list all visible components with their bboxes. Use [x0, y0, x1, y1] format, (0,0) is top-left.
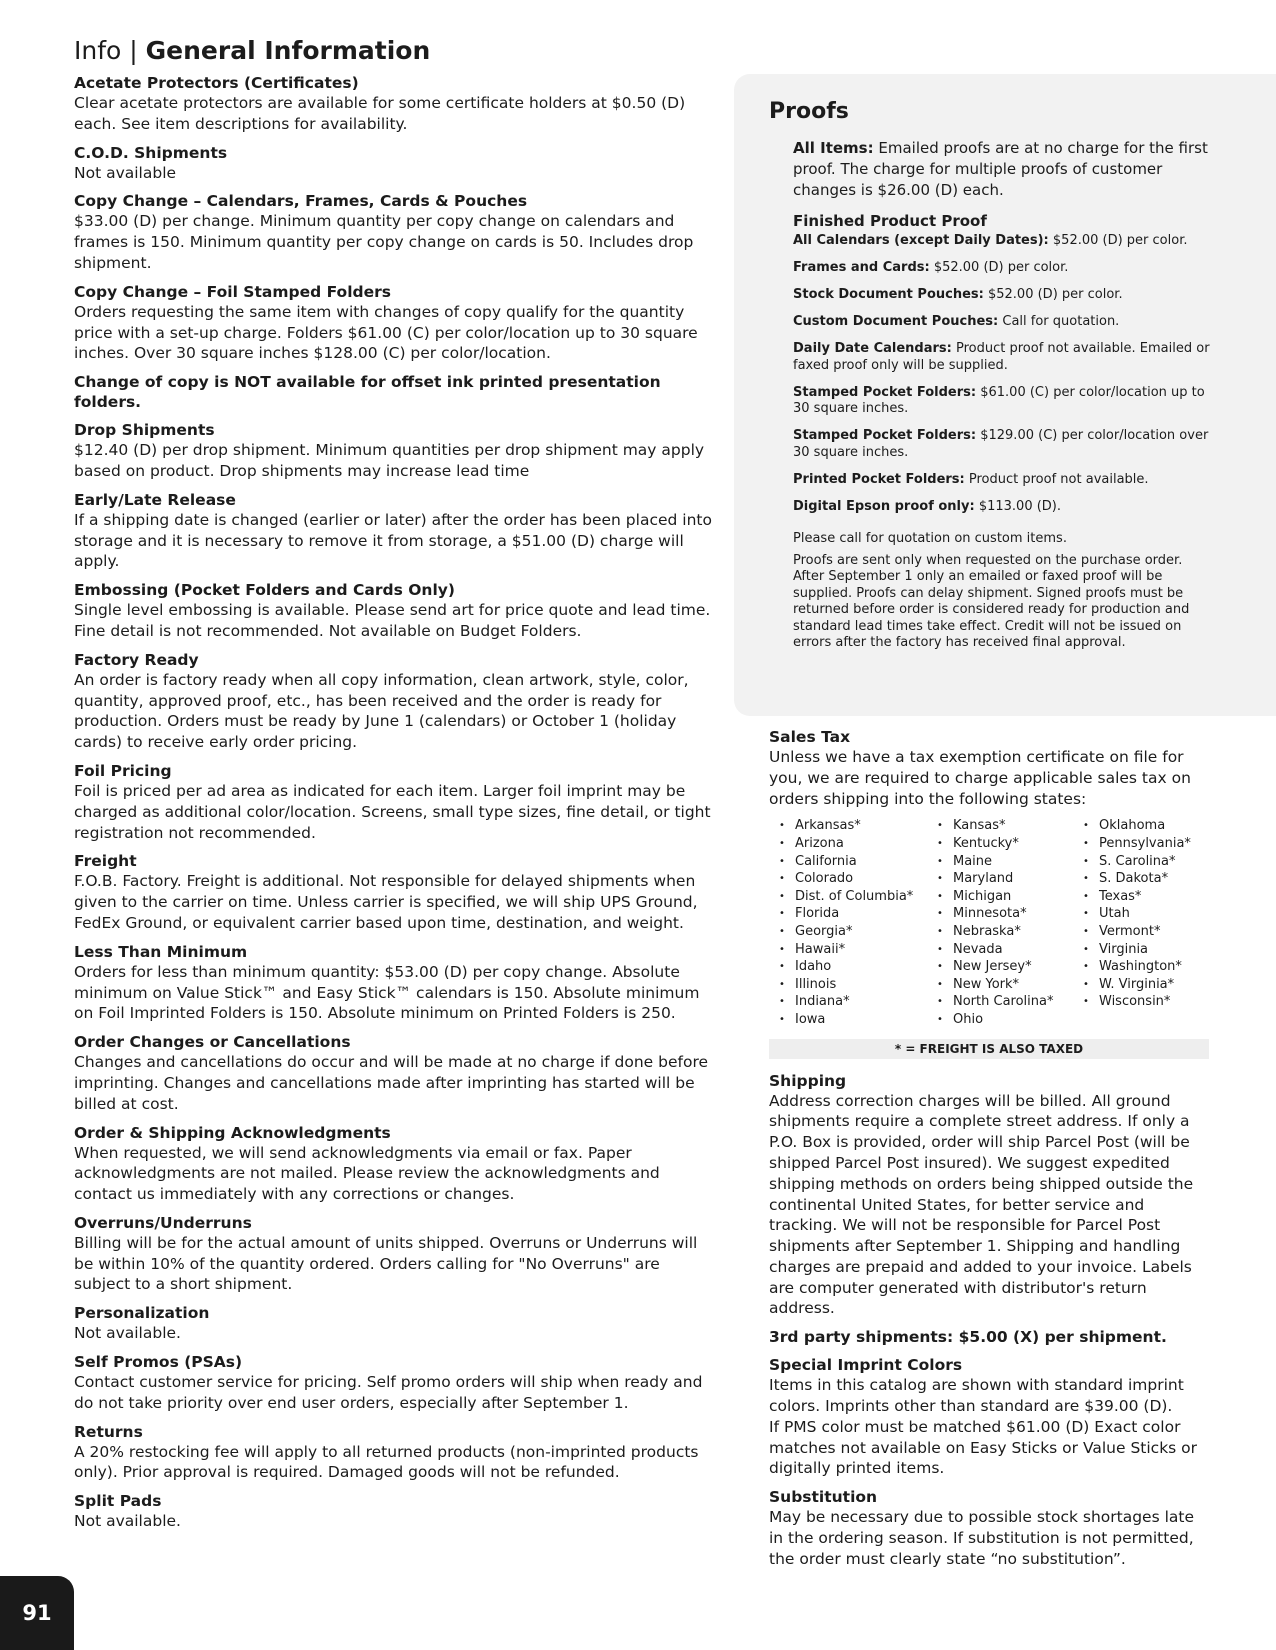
section-heading: C.O.D. Shipments [74, 143, 228, 162]
section-body: Not available [74, 163, 177, 182]
state-item: • Minnesota* [937, 905, 1083, 923]
copy-change-note: Change of copy is NOT available for offset ink printed presentation folders. [74, 373, 661, 412]
section-heading: Drop Shipments [74, 421, 215, 440]
state-item: • New Jersey* [937, 958, 1083, 976]
proof-item-text: Product proof not available. [964, 471, 1149, 487]
proof-item [793, 428, 1216, 461]
proof-item-text: $52.00 (D) per color. [983, 287, 1123, 302]
proof-item [793, 385, 1216, 418]
section-body: $33.00 (D) per change. Minimum quantity per copy change on calendars and frames is 150. Minimum quantity per copy change on cards is 50. Includes drop shipment. [74, 212, 694, 272]
proof-item [793, 233, 1216, 250]
state-item: • Maryland [937, 870, 1083, 888]
right-column [769, 727, 1209, 1578]
section-heading: Early/Late Release [74, 490, 236, 509]
proof-item [793, 287, 1216, 304]
section-early-late [74, 490, 714, 572]
section-heading: Freight [74, 852, 137, 871]
all-items-text: Emailed proofs are at no charge for the first proof. The charge for multiple proofs of customer changes is $26.00 (D) each. [793, 139, 1208, 199]
section-body: Clear acetate protectors are available for some certificate holders at $0.50 (D) each. See item descriptions for availability. [74, 94, 686, 133]
state-item: • S. Carolina* [1083, 853, 1191, 871]
section-body: An order is factory ready when all copy information, clean artwork, style, color, quantity, approved proof, etc., has been received and the order is ready for production. Orders must be ready by June 1 (calendars) or October 1 (holiday cards) to receive early order pricing. [74, 670, 689, 752]
section-factory-ready [74, 650, 714, 753]
state-item: • Iowa [779, 1011, 937, 1029]
state-item: • Indiana* [779, 993, 937, 1011]
section-body: Billing will be for the actual amount of units shipped. Overruns or Underruns will be within 10% of the quantity ordered. Orders calling for "No Overruns" are subject to a short shipment. [74, 1233, 698, 1294]
section-body: Not available. [74, 1324, 181, 1343]
state-item: • Florida [779, 905, 937, 923]
proof-item [793, 499, 1216, 516]
section-split-pads [74, 1491, 714, 1532]
proof-item-text: $52.00 (D) per color. [929, 260, 1069, 275]
proofs-content [769, 138, 1216, 652]
section-heading: Foil Pricing [74, 761, 172, 780]
state-item: • Nevada [937, 941, 1083, 959]
section-body: Changes and cancellations do occur and will be made at no charge if done before imprinting. Changes and cancellations made after imprinting has started will be billed at cost. [74, 1053, 709, 1113]
proof-item-text: Call for quotation. [998, 314, 1120, 329]
proof-item-text: $52.00 (D) per color. [1048, 233, 1188, 248]
section-body: Orders requesting the same item with changes of copy qualify for the quantity price with a set-up charge. Folders $61.00 (C) per color/location up to 30 square inches. Over 30 square inches $128.00 (C) per color/location. [74, 302, 698, 363]
states-column-2 [937, 817, 1083, 1028]
proofs-all-items [793, 138, 1216, 201]
section-special-imprint [769, 1355, 1209, 1479]
proofs-final-note: Proofs are sent only when requested on the purchase order. After September 1 only an emailed or faxed proof will be supplied. Proofs can delay shipment. Signed proofs must be returned before order is considered ready for production and standard lead times take effect. Credit will not be issued on errors after the factory has received final approval. [793, 552, 1190, 650]
section-copy-change-foil [74, 282, 714, 364]
proof-item [793, 260, 1216, 277]
state-item: • W. Virginia* [1083, 976, 1191, 994]
section-body: Single level embossing is available. Please send art for price quote and lead time. Fine detail is not recommended. Not available on Budget Folders. [74, 601, 711, 640]
section-personalization [74, 1303, 714, 1344]
third-party-note: 3rd party shipments: $5.00 (X) per shipment. [769, 1328, 1167, 1347]
section-cod [74, 143, 714, 184]
proof-item-label: Stamped Pocket Folders: [793, 384, 977, 400]
section-heading: Order & Shipping Acknowledgments [74, 1123, 391, 1142]
section-acetate [74, 73, 714, 135]
proof-item [793, 341, 1216, 374]
proof-item-text: $113.00 (D). [974, 498, 1062, 514]
states-column-1 [779, 817, 937, 1028]
title-main: General Information [145, 36, 431, 65]
proof-item-text: $129.00 (C) per color/location over 30 square inches. [793, 428, 1209, 460]
section-body: Items in this catalog are shown with standard imprint colors. Imprints other than standard are $39.00 (D). [769, 1376, 1184, 1416]
state-item: • Vermont* [1083, 923, 1191, 941]
state-item: • Utah [1083, 905, 1191, 923]
section-heading: Copy Change – Foil Stamped Folders [74, 282, 391, 301]
section-heading: Copy Change – Calendars, Frames, Cards & Pouches [74, 192, 528, 211]
section-heading: Factory Ready [74, 650, 199, 669]
proofs-panel [734, 74, 1276, 716]
state-item: • Ohio [937, 1011, 1083, 1029]
proof-item-label: Daily Date Calendars: [793, 341, 952, 356]
section-heading: Self Promos (PSAs) [74, 1353, 243, 1372]
section-shipping [769, 1071, 1209, 1320]
section-copy-change [74, 191, 714, 273]
section-heading: Special Imprint Colors [769, 1356, 963, 1375]
state-item: • Georgia* [779, 923, 937, 941]
state-item: • Oklahoma [1083, 817, 1191, 835]
state-item: • Colorado [779, 870, 937, 888]
section-sales-tax [769, 727, 1209, 809]
state-item: • Nebraska* [937, 923, 1083, 941]
section-heading: Shipping [769, 1071, 847, 1090]
section-body: Address correction charges will be billed. All ground shipments require a complete street address. If only a P.O. Box is provided, order will ship Parcel Post (will be shipped Parcel Post insured). We suggest expedited shipping methods on orders being shipped outside the continental United States, for better service and tracking. We will not be responsible for Parcel Post shipments after September 1. Shipping and handling charges are prepaid and added to your invoice. Labels are computer generated with distributor's return address. [769, 1091, 1194, 1318]
section-heading: Order Changes or Cancellations [74, 1033, 351, 1052]
section-heading: Embossing (Pocket Folders and Cards Only) [74, 581, 455, 600]
states-list [769, 817, 1209, 1028]
section-body: If PMS color must be matched $61.00 (D) Exact color matches not available on Easy Sticks or Value Sticks or digitally printed items. [769, 1417, 1198, 1478]
section-acknowledgments [74, 1123, 714, 1205]
proof-item-label: Custom Document Pouches: [793, 314, 999, 329]
section-heading: Split Pads [74, 1492, 162, 1511]
section-body: Foil is priced per ad area as indicated for each item. Larger foil imprint may be charged as additional color/location. Screens, small type sizes, fine detail, or tight registration not recommended. [74, 781, 711, 842]
section-body: May be necessary due to possible stock shortages late in the ordering season. If substitution is not permitted, the order must clearly state “no substitution”. [769, 1508, 1195, 1568]
section-body: $12.40 (D) per drop shipment. Minimum quantities per drop shipment may apply based on product. Drop shipments may increase lead time [74, 441, 705, 480]
section-overruns [74, 1213, 714, 1295]
section-body: Unless we have a tax exemption certificate on file for you, we are required to charge applicable sales tax on orders shipping into the following states: [769, 748, 1191, 808]
section-body: Orders for less than minimum quantity: $53.00 (D) per copy change. Absolute minimum on Value Stick™ and Easy Stick™ calendars is 150. Absolute minimum on Foil Imprinted Folders is 150. Absolute minimum on Printed Folders is 250. [74, 962, 700, 1023]
section-heading: Substitution [769, 1488, 878, 1507]
state-item: • Michigan [937, 888, 1083, 906]
section-order-changes [74, 1032, 714, 1114]
section-drop-shipments [74, 420, 714, 482]
proof-item-text: $61.00 (C) per color/location up to 30 square inches. [793, 384, 1205, 416]
state-item: • Maine [937, 853, 1083, 871]
section-body: Contact customer service for pricing. Self promo orders will ship when ready and do not take priority over end user orders, especially after September 1. [74, 1373, 703, 1412]
proof-item-label: Digital Epson proof only: [793, 498, 975, 514]
state-item: • Washington* [1083, 958, 1191, 976]
section-heading: Personalization [74, 1304, 210, 1323]
state-item: • Illinois [779, 976, 937, 994]
proof-item [793, 472, 1216, 489]
section-body: When requested, we will send acknowledgments via email or fax. Paper acknowledgments are not mailed. Please review the acknowledgments and contact us immediately with any corrections or changes. [74, 1143, 660, 1204]
proof-item-text: Product proof not available. Emailed or faxed proof only will be supplied. [793, 341, 1210, 373]
state-item: • Arizona [779, 835, 937, 853]
proofs-title: Proofs [769, 99, 849, 124]
state-item: • Kentucky* [937, 835, 1083, 853]
section-substitution [769, 1487, 1209, 1569]
finished-proof-heading: Finished Product Proof [793, 212, 987, 230]
proof-item-label: Printed Pocket Folders: [793, 471, 965, 487]
state-item: • Wisconsin* [1083, 993, 1191, 1011]
section-body: Not available. [74, 1512, 181, 1531]
section-heading: Returns [74, 1422, 143, 1441]
state-item: • Kansas* [937, 817, 1083, 835]
section-embossing [74, 580, 714, 642]
state-item: • North Carolina* [937, 993, 1083, 1011]
state-item: • Idaho [779, 958, 937, 976]
left-column [74, 73, 714, 1540]
title-prefix: Info | [74, 36, 146, 65]
proof-item [793, 314, 1216, 331]
state-item: • New York* [937, 976, 1083, 994]
state-item: • Arkansas* [779, 817, 937, 835]
section-self-promos [74, 1352, 714, 1414]
proof-item-label: Stamped Pocket Folders: [793, 428, 977, 443]
state-item: • Hawaii* [779, 941, 937, 959]
state-item: • California [779, 853, 937, 871]
proof-item-label: Frames and Cards: [793, 260, 930, 275]
freight-taxed-note: * = FREIGHT IS ALSO TAXED [769, 1039, 1209, 1059]
section-heading: Overruns/Underruns [74, 1213, 252, 1232]
section-freight [74, 851, 714, 933]
page-title [74, 34, 430, 68]
state-item: • Virginia [1083, 941, 1191, 959]
section-returns [74, 1422, 714, 1484]
proof-item-label: All Calendars (except Daily Dates): [793, 233, 1049, 248]
state-item: • Texas* [1083, 888, 1191, 906]
state-item: • Dist. of Columbia* [779, 888, 937, 906]
section-less-than-minimum [74, 942, 714, 1024]
proof-item-label: Stock Document Pouches: [793, 287, 984, 302]
section-body: If a shipping date is changed (earlier or later) after the order has been placed into storage and it is necessary to remove it from storage, a $51.00 (D) charge will apply. [74, 510, 712, 571]
section-heading: Sales Tax [769, 728, 851, 746]
state-item: • S. Dakota* [1083, 870, 1191, 888]
section-body: A 20% restocking fee will apply to all returned products (non-imprinted products only). Prior approval is required. Damaged goods will not be refunded. [74, 1442, 699, 1482]
all-items-label: All Items: [793, 139, 874, 157]
section-heading: Less Than Minimum [74, 942, 248, 961]
section-body: F.O.B. Factory. Freight is additional. Not responsible for delayed shipments when given to the carrier on time. Unless carrier is specified, we will ship UPS Ground, FedEx Ground, or equivalent carrier based upon time, destination, and weight. [74, 872, 698, 932]
section-heading: Acetate Protectors (Certificates) [74, 74, 359, 92]
page-number: 91 [0, 1576, 74, 1650]
section-foil-pricing [74, 761, 714, 843]
states-column-3 [1083, 817, 1191, 1028]
proofs-call-note: Please call for quotation on custom items. [793, 531, 1067, 546]
state-item: • Pennsylvania* [1083, 835, 1191, 853]
